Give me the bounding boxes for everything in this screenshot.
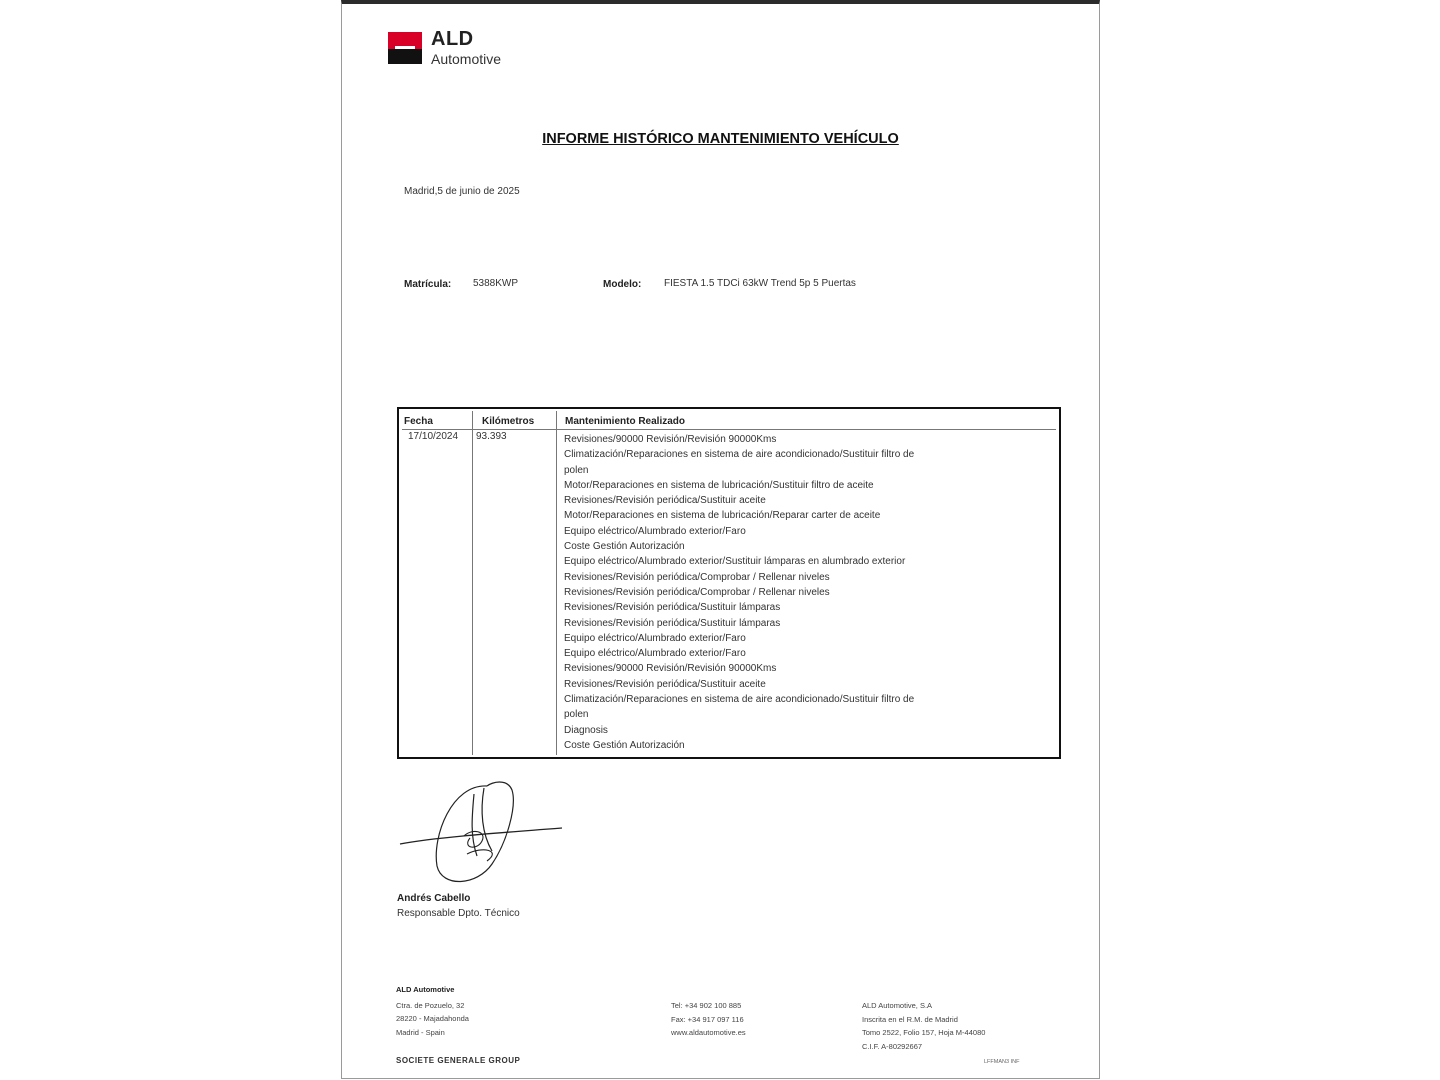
column-divider xyxy=(472,411,473,755)
signatory-role: Responsable Dpto. Técnico xyxy=(397,908,520,919)
maintenance-line: Revisiones/Revisión periódica/Sustituir aceite xyxy=(564,678,766,690)
maintenance-line: Motor/Reparaciones en sistema de lubricación/Sustituir filtro de aceite xyxy=(564,479,874,491)
footer-address-block xyxy=(396,983,469,1039)
maintenance-line: Revisiones/Revisión periódica/Sustituir lámparas xyxy=(564,617,781,629)
footer-contact-block xyxy=(671,999,746,1040)
maintenance-line: Equipo eléctrico/Alumbrado exterior/Faro xyxy=(564,525,746,537)
maintenance-line: Diagnosis xyxy=(564,724,608,736)
logo-text-ald: ALD xyxy=(431,28,474,50)
maintenance-line: Revisiones/90000 Revisión/Revisión 90000Kms xyxy=(564,434,777,445)
maintenance-line: Equipo eléctrico/Alumbrado exterior/Faro xyxy=(564,648,746,660)
footer-fax: Fax: +34 917 097 116 xyxy=(671,1014,744,1024)
maintenance-lines xyxy=(564,432,914,753)
maintenance-line: Coste Gestión Autorización xyxy=(564,541,685,553)
header-rule xyxy=(402,429,1056,430)
maintenance-line: polen xyxy=(564,464,589,476)
maintenance-line: Revisiones/90000 Revisión/Revisión 90000Kms xyxy=(564,663,777,675)
header-fecha: Fecha xyxy=(404,416,433,427)
model-label: Modelo: xyxy=(603,279,642,290)
footer-legal-block xyxy=(862,999,985,1053)
logo-text-automotive: Automotive xyxy=(431,51,502,67)
signature-image xyxy=(392,776,572,891)
footer-address-line: 28220 - Majadahonda xyxy=(396,1014,469,1023)
maintenance-line: Equipo eléctrico/Alumbrado exterior/Faro xyxy=(564,632,746,644)
footer-website: www.aldautomotive.es xyxy=(671,1028,746,1037)
plate-value: 5388KWP xyxy=(473,278,519,289)
header-mantenimiento: Mantenimiento Realizado xyxy=(565,416,686,427)
footer-legal-line: ALD Automotive, S.A xyxy=(862,1001,933,1010)
logo-mark-icon xyxy=(388,32,422,64)
ald-automotive-logo xyxy=(388,27,528,67)
model-value: FIESTA 1.5 TDCi 63kW Trend 5p 5 Puertas xyxy=(664,278,856,289)
footer-legal-line: Tomo 2522, Folio 157, Hoja M-44080 xyxy=(862,1028,986,1037)
plate-label: Matrícula: xyxy=(404,279,452,290)
maintenance-line: Climatización/Reparaciones en sistema de aire acondicionado/Sustituir filtro de xyxy=(564,449,915,461)
maintenance-line: Revisiones/Revisión periódica/Sustituir aceite xyxy=(564,495,766,507)
footer-legal-line: Inscrita en el R.M. de Madrid xyxy=(862,1014,958,1024)
signatory-name: Andrés Cabello xyxy=(397,893,471,904)
footer-legal-line: C.I.F. A-80292667 xyxy=(862,1041,923,1051)
cell-date: 17/10/2024 xyxy=(408,431,459,442)
document-date: Madrid,5 de junio de 2025 xyxy=(404,186,520,197)
document-title: INFORME HISTÓRICO MANTENIMIENTO VEHÍCULO xyxy=(542,131,899,147)
maintenance-line: Revisiones/Revisión periódica/Comprobar / Rellenar niveles xyxy=(564,571,830,583)
footer-phone: Tel: +34 902 100 885 xyxy=(671,1001,742,1010)
document-page xyxy=(341,0,1100,1079)
cell-km: 93.393 xyxy=(476,431,507,442)
footer-address-line: Ctra. de Pozuelo, 32 xyxy=(396,1000,465,1010)
column-divider xyxy=(556,411,557,755)
maintenance-line: Coste Gestión Autorización xyxy=(564,739,685,751)
maintenance-line: Revisiones/Revisión periódica/Sustituir lámparas xyxy=(564,602,781,614)
footer-group-name: SOCIETE GENERALE GROUP xyxy=(396,1056,521,1065)
maintenance-line: polen xyxy=(564,709,589,721)
maintenance-line: Motor/Reparaciones en sistema de lubricación/Reparar carter de aceite xyxy=(564,510,881,522)
maintenance-line: Climatización/Reparaciones en sistema de aire acondicionado/Sustituir filtro de xyxy=(564,694,915,706)
footer-address-line: Madrid - Spain xyxy=(396,1027,445,1037)
maintenance-line: Revisiones/Revisión periódica/Comprobar / Rellenar niveles xyxy=(564,586,830,598)
footer-company: ALD Automotive xyxy=(396,985,455,994)
footer-reference: LFFMAN3 INF xyxy=(984,1059,1020,1065)
maintenance-line: Equipo eléctrico/Alumbrado exterior/Sustituir lámparas en alumbrado exterior xyxy=(564,556,906,568)
maintenance-table xyxy=(397,407,1061,759)
header-kilometros: Kilómetros xyxy=(482,416,535,427)
